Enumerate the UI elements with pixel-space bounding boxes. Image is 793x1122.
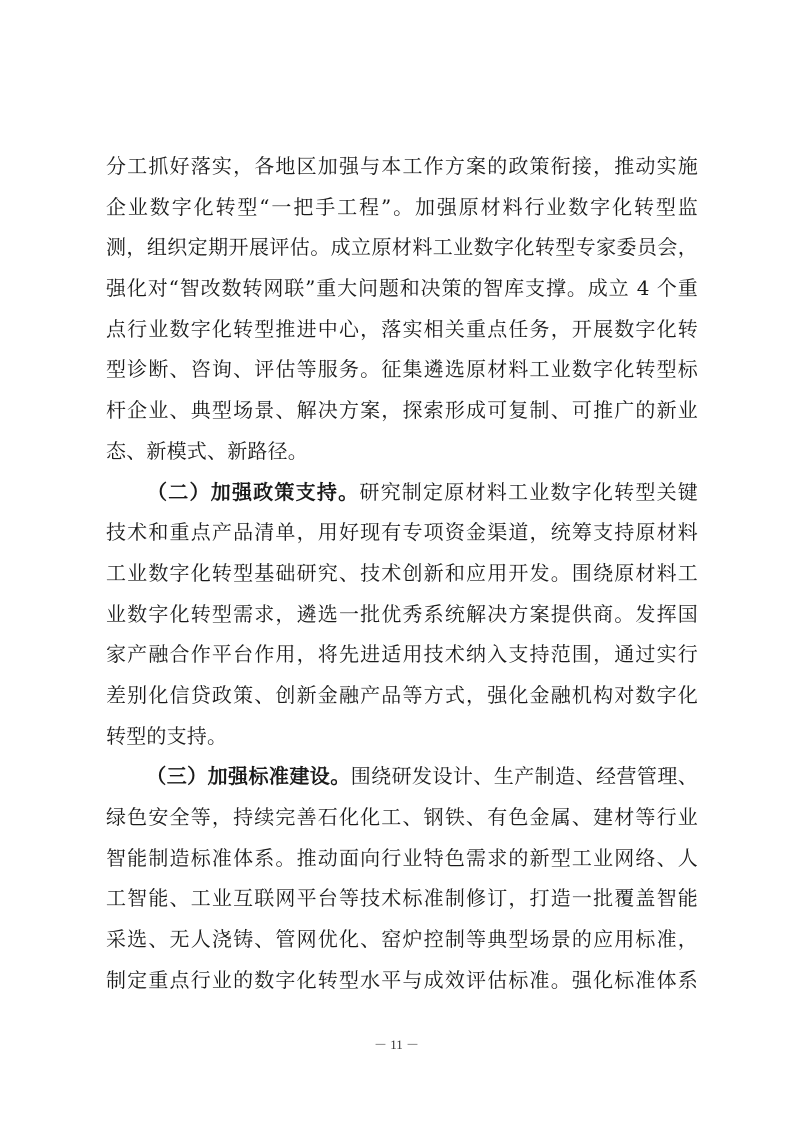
- paragraph-line: 型诊断、咨询、评估等服务。征集遴选原材料工业数字化转型标: [106, 357, 698, 382]
- paragraph-line: 测，组织定期开展评估。成立原材料工业数字化转型专家委员会，: [106, 235, 698, 260]
- paragraph-line: 强化对“智改数转网联”重大问题和决策的智库支撑。成立 4 个重: [106, 276, 698, 301]
- paragraph-line: 工业数字化转型基础研究、技术创新和应用开发。围绕原材料工: [106, 560, 698, 585]
- paragraph-line: 采选、无人浇铸、管网优化、窑炉控制等典型场景的应用标准，: [106, 927, 698, 952]
- section-2-heading: （二）加强政策支持。: [146, 479, 360, 504]
- paragraph-line: 制定重点行业的数字化转型水平与成效评估标准。强化标准体系: [106, 967, 698, 992]
- paragraph-line: 态、新模式、新路径。: [106, 438, 308, 463]
- paragraph-line: 业数字化转型需求，遴选一批优秀系统解决方案提供商。发挥国: [106, 601, 698, 626]
- paragraph-line: 工智能、工业互联网平台等技术标准制修订，打造一批覆盖智能: [106, 886, 698, 911]
- page-number: － 11 －: [373, 1037, 420, 1052]
- paragraph-line: 分工抓好落实，各地区加强与本工作方案的政策衔接，推动实施: [106, 154, 698, 178]
- paragraph-line: 杆企业、典型场景、解决方案，探索形成可复制、可推广的新业: [106, 398, 698, 423]
- paragraph-line: 转型的支持。: [106, 723, 228, 748]
- section-2-first-line-text: 研究制定原材料工业数字化转型关键: [359, 479, 698, 504]
- paragraph-line: 绿色安全等，持续完善石化化工、钢铁、有色金属、建材等行业: [106, 805, 698, 829]
- paragraph-line: 企业数字化转型“一把手工程”。加强原材料行业数字化转型监: [106, 194, 698, 219]
- section-3-first-line: [106, 756, 698, 797]
- paragraph-line: 家产融合作平台作用，将先进适用技术纳入支持范围，通过实行: [106, 642, 698, 667]
- section-2-first-line: [106, 472, 698, 513]
- paragraph-line: 技术和重点产品清单，用好现有专项资金渠道，统筹支持原材料: [106, 520, 698, 545]
- paragraph-line: 点行业数字化转型推进中心，落实相关重点任务，开展数字化转: [106, 316, 698, 341]
- paragraph-line: 差别化信贷政策、创新金融产品等方式，强化金融机构对数字化: [106, 682, 698, 707]
- paragraph-line: 智能制造标准体系。推动面向行业特色需求的新型工业网络、人: [106, 845, 698, 870]
- body-text: [106, 146, 698, 1000]
- section-3-first-line-text: 围绕研发设计、生产制造、经营管理、: [350, 764, 698, 789]
- section-3-heading: （三）加强标准建设。: [146, 764, 351, 789]
